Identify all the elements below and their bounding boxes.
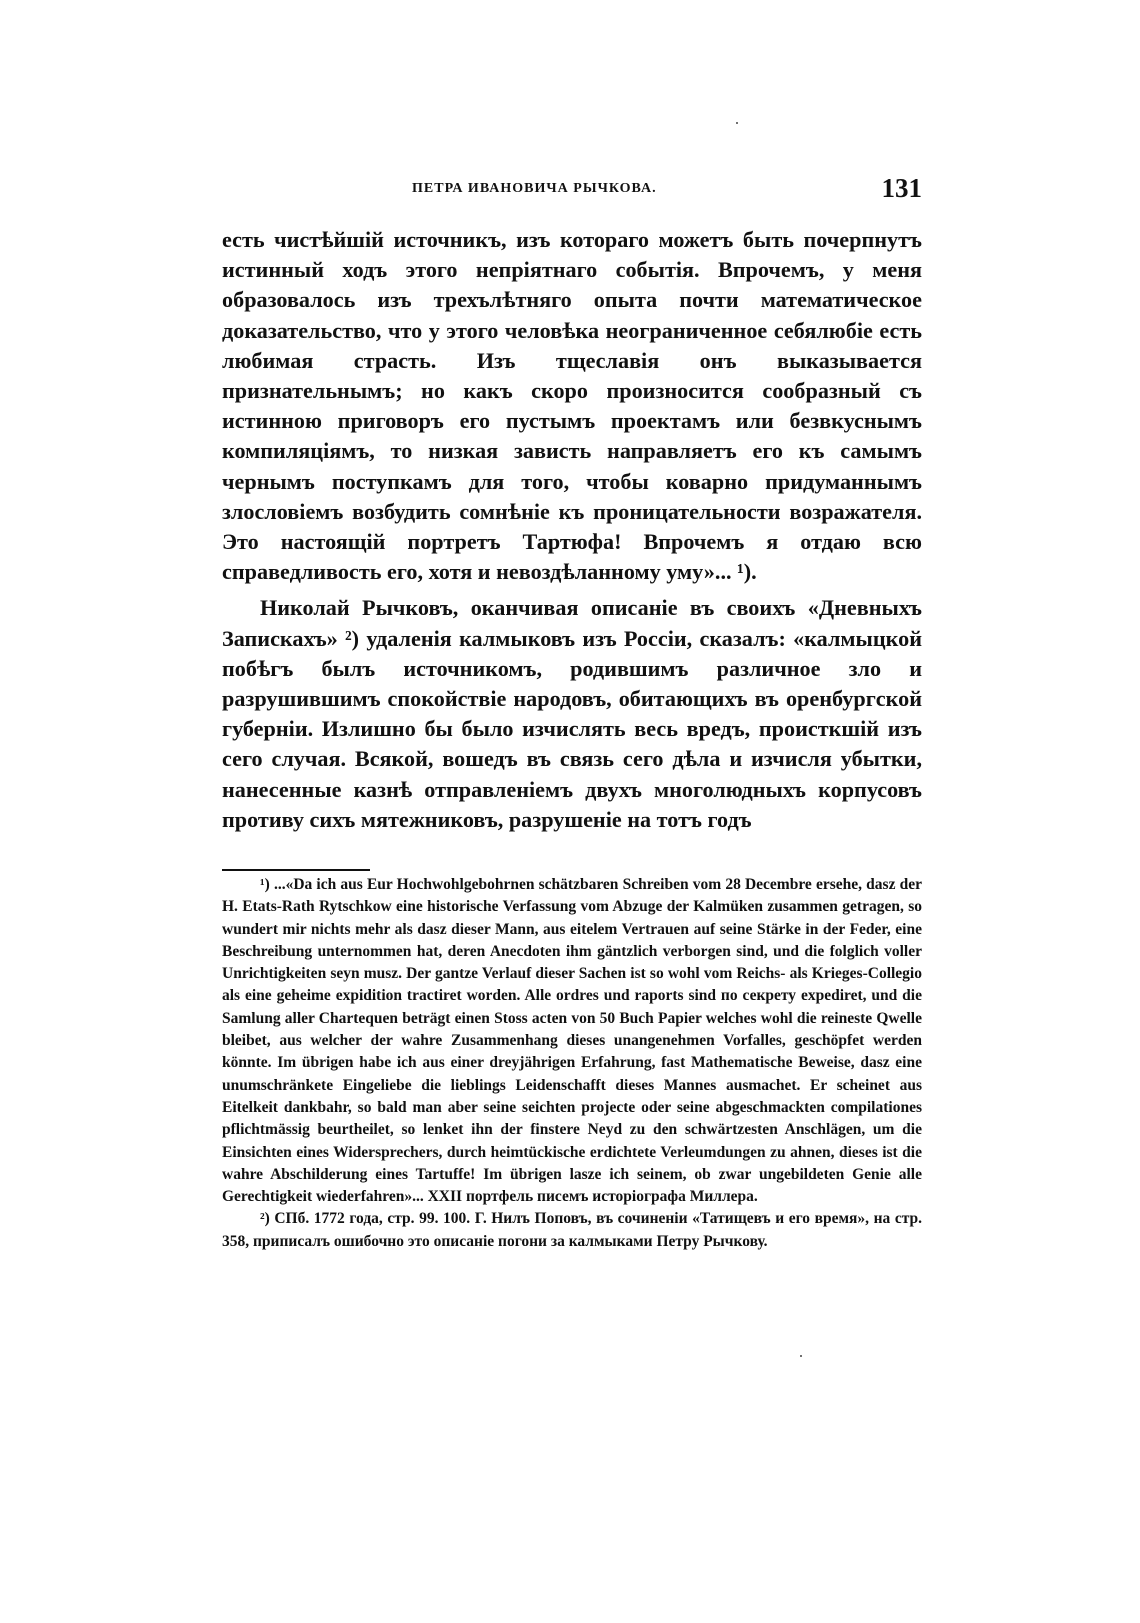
paragraph-1: есть чистѣйшій источникъ, изъ котораго можетъ быть почерпнутъ истинный ходъ этого непріятнаго событія. Впрочемъ, у меня образовалось изъ трехълѣтняго опыта почти математическое доказательство, что у этого человѣка неограниченное себялюбіе есть любимая страсть. Изъ тщеславія онъ выказывается признательнымъ; но какъ скоро произносится сообразный съ истинною приговоръ его пустымъ проектамъ или безвкуснымъ компиляціямъ, то низкая зависть направляетъ его къ самымъ чернымъ поступкамъ для того, чтобы коварно придуманнымъ злословіемъ возбудить сомнѣніе къ проницательности возражателя. Это настоящій портретъ Тартюфа! Впрочемъ я отдаю всю справедливость его, хотя и невоздѣланному уму»... ¹). [222,227,922,585]
scan-speck [800,1355,802,1357]
running-title: ПЕТРА ИВАНОВИЧА РЫЧКОВА. [412,181,657,196]
footnote-2: ²) СПб. 1772 года, стр. 99. 100. Г. Нилъ Поповъ, въ сочиненіи «Татищевъ и его время», на стр. 358, приписалъ ошибочно это описаніе погони за калмыками Петру Рычкову. [222,1210,922,1250]
main-text [222,225,922,835]
footnote-separator [222,869,370,871]
footnote-1: ¹) ...«Da ich aus Eur Hochwohlgebohrnen schätzbaren Schreiben vom 28 Decembre ersehe, dasz der H. Etats-Rath Rytschkow eine historische Verfassung vom Abzuge der Kalmüken zusammen getragen, so wundert mir nichts mehr als dasz dieser Mann, aus eitelem Vertrauen auf seine Stärke in der Feder, eine Beschreibung unternommen hat, deren Anecdoten ihm gäntzlich verborgen sind, und die folglich voller Unrichtigkeiten seyn musz. Der gantze Verlauf dieser Sachen ist so wohl vom Reichs- als Krieges-Collegio als eine geheime expidition tractiret worden. Alle ordres und raports sind по секрету expediret, und die Samlung aller Chartequen beträgt einen Stoss acten von 50 Buch Papier welches wohl die reineste Qwelle bleibet, aus welcher der wahre Zusammenhang dieses unangenehmen Vorfalles, geschöpfet werden könnte. Im übrigen habe ich aus einer dreyjährigen Erfahrung, fast Mathematische Beweise, dasz eine unumschränkete Eingeliebe die lieblings Leidenschafft dieses Mannes ausmachet. Er scheinet aus Eitelkeit dankbahr, so bald man aber seine seichten projecte oder seine abgeschmackten compilationes pflichtmässig beurtheilet, so lenket ihn der finstere Neyd zu den schwärtzesten Anschlägen, um die Einsichten eines Widersprechers, durch heimtückische erdichtete Verleumdungen zu ahnen, dieses ist die wahre Abschilderung eines Tartuffe! Im übrigen lasze ich seinem, ob zwar ungebildeten Genie alle Gerechtigkeit wiederfahren»... XXII портфель писемъ исторіографа Миллера. [222,876,922,1206]
paragraph-2: Николай Рычковъ, оканчивая описаніе въ своихъ «Дневныхъ Запискахъ» ²) удаленія калмыковъ изъ Россіи, сказалъ: «калмыцкой побѣгъ былъ источникомъ, родившимъ различное зло и разрушившимъ спокойствіе народовъ, обитающихъ въ оренбургской губерніи. Излишно бы было изчислять весь вредъ, происткшій изъ сего случая. Всякой, вошедъ въ связь сего дѣла и изчисля убытки, нанесенные казнѣ отправленіемъ двухъ многолюдныхъ корпусовъ противу сихъ мятежниковъ, разрушеніе на тотъ годъ [222,595,922,832]
page-header [222,173,922,213]
scan-speck [736,122,738,124]
footnotes [222,874,922,1253]
page-number: 131 [881,173,922,203]
